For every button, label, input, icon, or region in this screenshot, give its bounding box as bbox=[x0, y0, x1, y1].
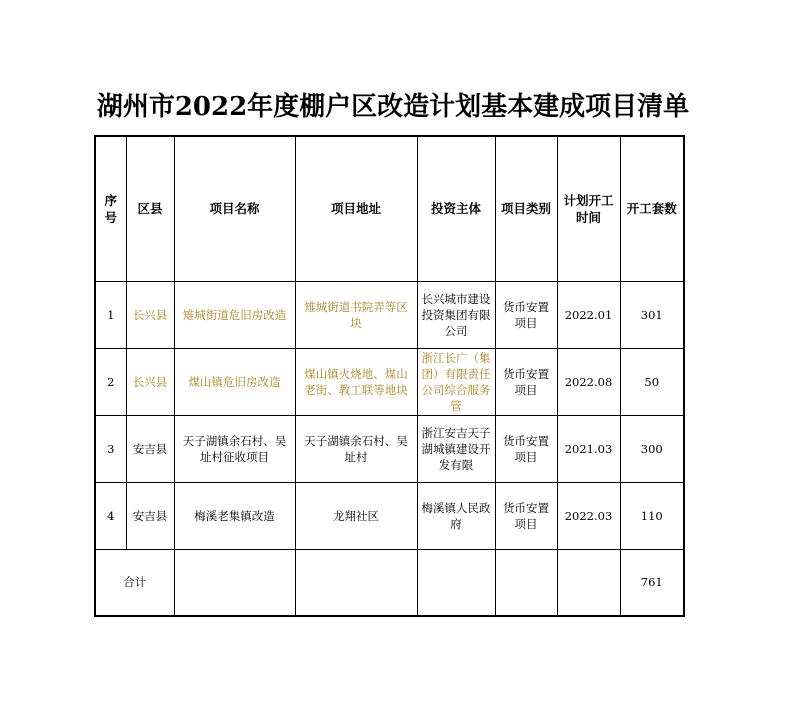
row-address: 龙翔社区 bbox=[295, 482, 417, 549]
row-investor: 长兴城市建设投资集团有限公司 bbox=[417, 281, 495, 348]
table-row bbox=[95, 281, 684, 348]
row-category: 货币安置项目 bbox=[495, 482, 557, 549]
row-category: 货币安置项目 bbox=[495, 281, 557, 348]
header-investor: 投资主体 bbox=[417, 136, 495, 281]
row-index: 4 bbox=[95, 482, 126, 549]
row-county: 安吉县 bbox=[126, 415, 174, 482]
header-start-time: 计划开工时间 bbox=[557, 136, 620, 281]
row-index: 1 bbox=[95, 281, 126, 348]
header-name: 项目名称 bbox=[174, 136, 295, 281]
row-address: 雉城街道书院弄等区块 bbox=[295, 281, 417, 348]
table-row bbox=[95, 415, 684, 482]
header-units: 开工套数 bbox=[620, 136, 684, 281]
row-address: 煤山镇火烧地、煤山老街、教工联等地块 bbox=[295, 348, 417, 415]
total-empty-cell bbox=[557, 549, 620, 616]
row-start-time: 2022.08 bbox=[557, 348, 620, 415]
row-start-time: 2021.03 bbox=[557, 415, 620, 482]
project-table bbox=[94, 135, 685, 617]
row-index: 3 bbox=[95, 415, 126, 482]
row-name: 天子湖镇余石村、吴址村征收项目 bbox=[174, 415, 295, 482]
row-category: 货币安置项目 bbox=[495, 348, 557, 415]
row-units: 300 bbox=[620, 415, 684, 482]
row-address: 天子湖镇余石村、吴址村 bbox=[295, 415, 417, 482]
row-investor: 浙江长广（集团）有限责任公司综合服务管 bbox=[417, 348, 495, 415]
row-county: 长兴县 bbox=[126, 281, 174, 348]
header-row bbox=[95, 136, 684, 281]
header-index: 序号 bbox=[95, 136, 126, 281]
row-investor: 梅溪镇人民政府 bbox=[417, 482, 495, 549]
row-name: 梅溪老集镇改造 bbox=[174, 482, 295, 549]
document-title: 湖州市2022年度棚户区改造计划基本建成项目清单 bbox=[96, 92, 690, 122]
row-category: 货币安置项目 bbox=[495, 415, 557, 482]
total-empty-cell bbox=[174, 549, 295, 616]
total-empty-cell bbox=[495, 549, 557, 616]
table-row bbox=[95, 482, 684, 549]
header-category: 项目类别 bbox=[495, 136, 557, 281]
row-county: 长兴县 bbox=[126, 348, 174, 415]
row-units: 110 bbox=[620, 482, 684, 549]
row-index: 2 bbox=[95, 348, 126, 415]
total-empty-cell bbox=[295, 549, 417, 616]
row-investor: 浙江安吉天子湖城镇建设开发有限 bbox=[417, 415, 495, 482]
total-units: 761 bbox=[620, 549, 684, 616]
row-units: 301 bbox=[620, 281, 684, 348]
row-name: 煤山镇危旧房改造 bbox=[174, 348, 295, 415]
header-address: 项目地址 bbox=[295, 136, 417, 281]
header-county: 区县 bbox=[126, 136, 174, 281]
table-row bbox=[95, 348, 684, 415]
total-label: 合计 bbox=[95, 549, 174, 616]
row-county: 安吉县 bbox=[126, 482, 174, 549]
row-start-time: 2022.01 bbox=[557, 281, 620, 348]
row-units: 50 bbox=[620, 348, 684, 415]
row-name: 雉城街道危旧房改造 bbox=[174, 281, 295, 348]
row-start-time: 2022.03 bbox=[557, 482, 620, 549]
total-empty-cell bbox=[417, 549, 495, 616]
total-row bbox=[95, 549, 684, 616]
